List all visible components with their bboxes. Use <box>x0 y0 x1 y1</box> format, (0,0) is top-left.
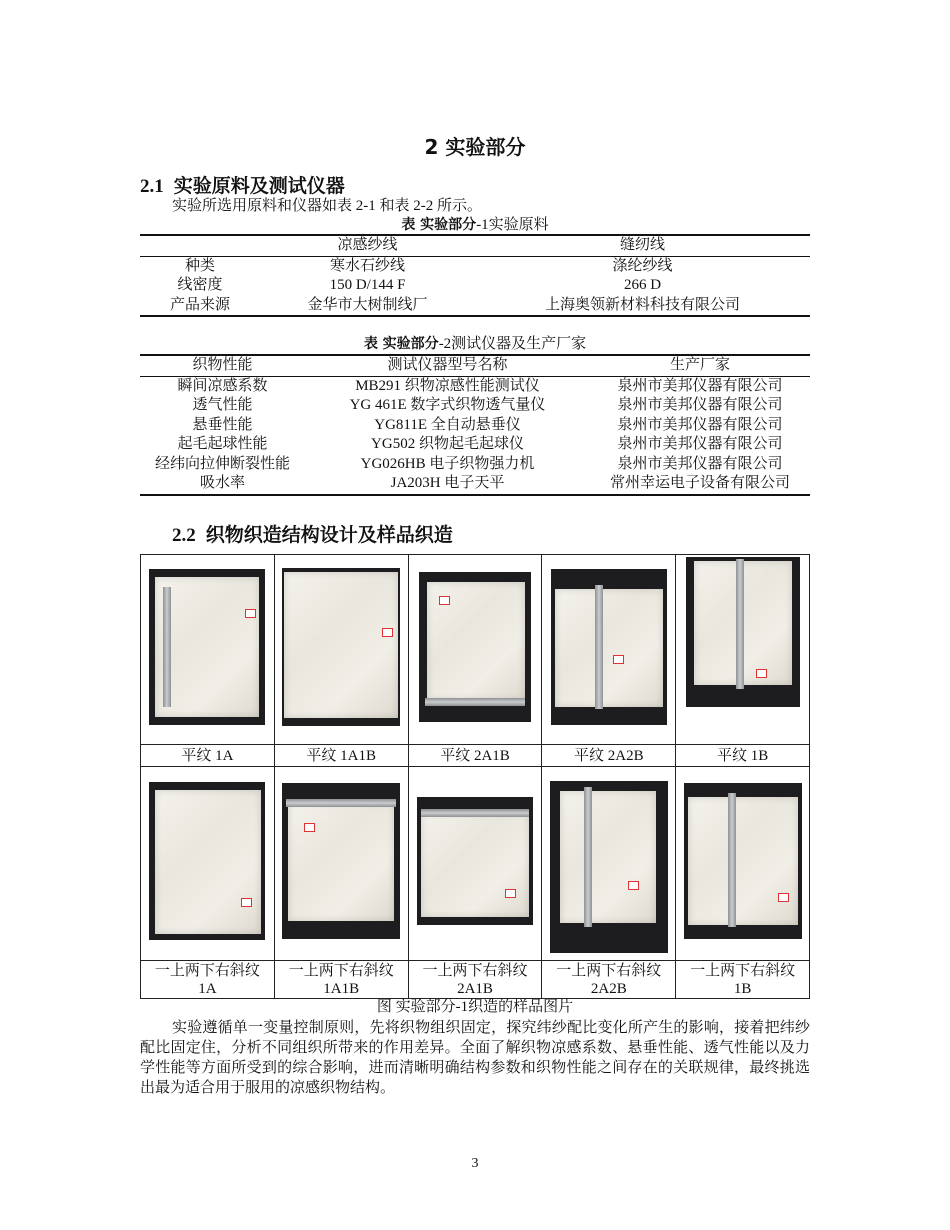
instruments-table <box>140 354 810 496</box>
caption-text: -1实验原料 <box>476 217 549 233</box>
sample-photo-cell <box>408 767 542 961</box>
table-cell: 泉州市美邦仪器有限公司 <box>617 455 783 472</box>
caption-text: -1织造的样品图片 <box>455 999 574 1015</box>
sample-photo-cell <box>274 767 408 961</box>
sample-label: 一上两下右斜纹 1A <box>141 961 275 999</box>
sample-label: 平纹 2A1B <box>408 745 542 767</box>
table-cell: JA203H 电子天平 <box>305 474 590 495</box>
intro-text: 实验所选用原料和仪器如表 2-1 和表 2-2 所示。 <box>172 198 482 214</box>
sample-photo-cell <box>141 555 275 745</box>
section-2-2-heading <box>172 520 453 547</box>
table-cell: 悬垂性能 <box>192 416 253 433</box>
table-cell: 瞬间凉感系数 <box>177 377 268 394</box>
table-header: 生产厂家 <box>590 355 810 376</box>
fabric-photo <box>149 569 265 725</box>
caption-label: 表 实验部分 <box>363 336 439 352</box>
table2-caption <box>140 335 810 353</box>
caption-label: 表 实验部分 <box>401 217 477 233</box>
table-cell: 经纬向拉伸断裂性能 <box>154 455 290 472</box>
table-header: 测试仪器型号名称 <box>305 355 590 376</box>
table-cell: 寒水石纱线 <box>329 257 405 274</box>
sample-label: 一上两下右斜纹 1A1B <box>274 961 408 999</box>
caption-label: 图 实验部分 <box>376 999 456 1015</box>
table-row <box>140 376 810 396</box>
fabric-photo <box>282 568 400 726</box>
sample-photo-cell <box>676 555 810 745</box>
sample-photo-cell <box>274 555 408 745</box>
table-cell: 透气性能 <box>192 397 253 413</box>
sample-label: 一上两下右斜纹 2A2B <box>542 961 676 999</box>
fabric-photo <box>550 781 668 953</box>
table-cell: 常州幸运电子设备有限公司 <box>590 474 810 495</box>
table-cell: 泉州市美邦仪器有限公司 <box>617 397 783 413</box>
sample-label: 平纹 1B <box>676 745 810 767</box>
section-number: 2.2 <box>172 525 196 546</box>
table-row <box>140 435 810 455</box>
body-paragraph: 实验遵循单一变量控制原则，先将织物组织固定，探究纬纱配比变化所产生的影响，接着把纬纱配比固定住，分析不同组织所带来的作用差异。全面了解织物凉感系数、悬垂性能、透气性能以及力学性能等方面所受到的综合影响，进而清晰明确结构参数和织物性能之间存在的关联规律，最终挑选出最为适合用于服用的凉感织物结构。 <box>140 1020 810 1096</box>
fabric-photo <box>419 572 531 722</box>
table1-caption <box>140 216 810 234</box>
sample-photo-cell <box>542 555 676 745</box>
table-header: 凉感纱线 <box>260 235 475 256</box>
table-row <box>140 396 810 416</box>
table-cell: 上海奥领新材料科技有限公司 <box>475 296 810 317</box>
fabric-photo <box>551 569 667 725</box>
table-row <box>140 455 810 475</box>
table-cell: YG026HB 电子织物强力机 <box>360 455 535 472</box>
fabric-photo <box>686 557 800 707</box>
table-cell: 泉州市美邦仪器有限公司 <box>617 416 783 433</box>
materials-table <box>140 234 810 317</box>
table-cell: YG502 织物起毛起球仪 <box>371 436 524 452</box>
table-cell: 线密度 <box>177 277 223 293</box>
table-header: 织物性能 <box>140 355 305 376</box>
table-row <box>140 296 810 317</box>
section-title: 织物织造结构设计及样品织造 <box>205 524 453 546</box>
table-row <box>140 276 810 296</box>
fabric-photo <box>684 783 802 939</box>
sample-label: 平纹 2A2B <box>542 745 676 767</box>
table-cell: 吸水率 <box>140 474 305 495</box>
table-cell: 种类 <box>184 257 215 274</box>
sample-label: 平纹 1A <box>141 745 275 767</box>
table-row <box>140 474 810 495</box>
sample-photo-cell <box>676 767 810 961</box>
table-cell: 起毛起球性能 <box>177 436 268 452</box>
table-header: 缝纫线 <box>475 235 810 256</box>
figure-caption <box>140 998 810 1016</box>
table-cell: 涤纶纱线 <box>612 257 673 274</box>
sample-label: 一上两下右斜纹 2A1B <box>408 961 542 999</box>
sample-photo-cell <box>408 555 542 745</box>
page-number: 3 <box>471 1156 479 1171</box>
table-cell: MB291 织物凉感性能测试仪 <box>355 377 540 394</box>
section-2-1-heading <box>140 171 345 198</box>
sample-label: 一上两下右斜纹 1B <box>676 961 810 999</box>
table-cell: 金华市大树制线厂 <box>260 296 475 317</box>
chapter-title: 2 实验部分 <box>424 135 526 159</box>
table-cell: 泉州市美邦仪器有限公司 <box>617 436 783 452</box>
fabric-photo <box>417 797 533 925</box>
caption-text: -2测试仪器及生产厂家 <box>438 336 587 352</box>
fabric-photo <box>282 783 400 939</box>
table-cell: YG 461E 数字式织物透气量仪 <box>349 397 546 413</box>
table-cell: YG811E 全自动悬垂仪 <box>374 416 521 433</box>
section-title: 实验原料及测试仪器 <box>173 175 345 197</box>
table-row <box>140 256 810 276</box>
table-cell: 150 D/144 F <box>329 277 406 293</box>
table-cell: 产品来源 <box>140 296 260 317</box>
section-number: 2.1 <box>140 176 164 197</box>
sample-photo-cell <box>141 767 275 961</box>
table-cell: 266 D <box>623 277 662 293</box>
sample-label: 平纹 1A1B <box>274 745 408 767</box>
fabric-photo <box>149 782 265 940</box>
table-row <box>140 416 810 436</box>
table-cell: 泉州市美邦仪器有限公司 <box>617 377 783 394</box>
sample-figure-grid <box>140 554 810 999</box>
table-header <box>140 235 260 256</box>
sample-photo-cell <box>542 767 676 961</box>
